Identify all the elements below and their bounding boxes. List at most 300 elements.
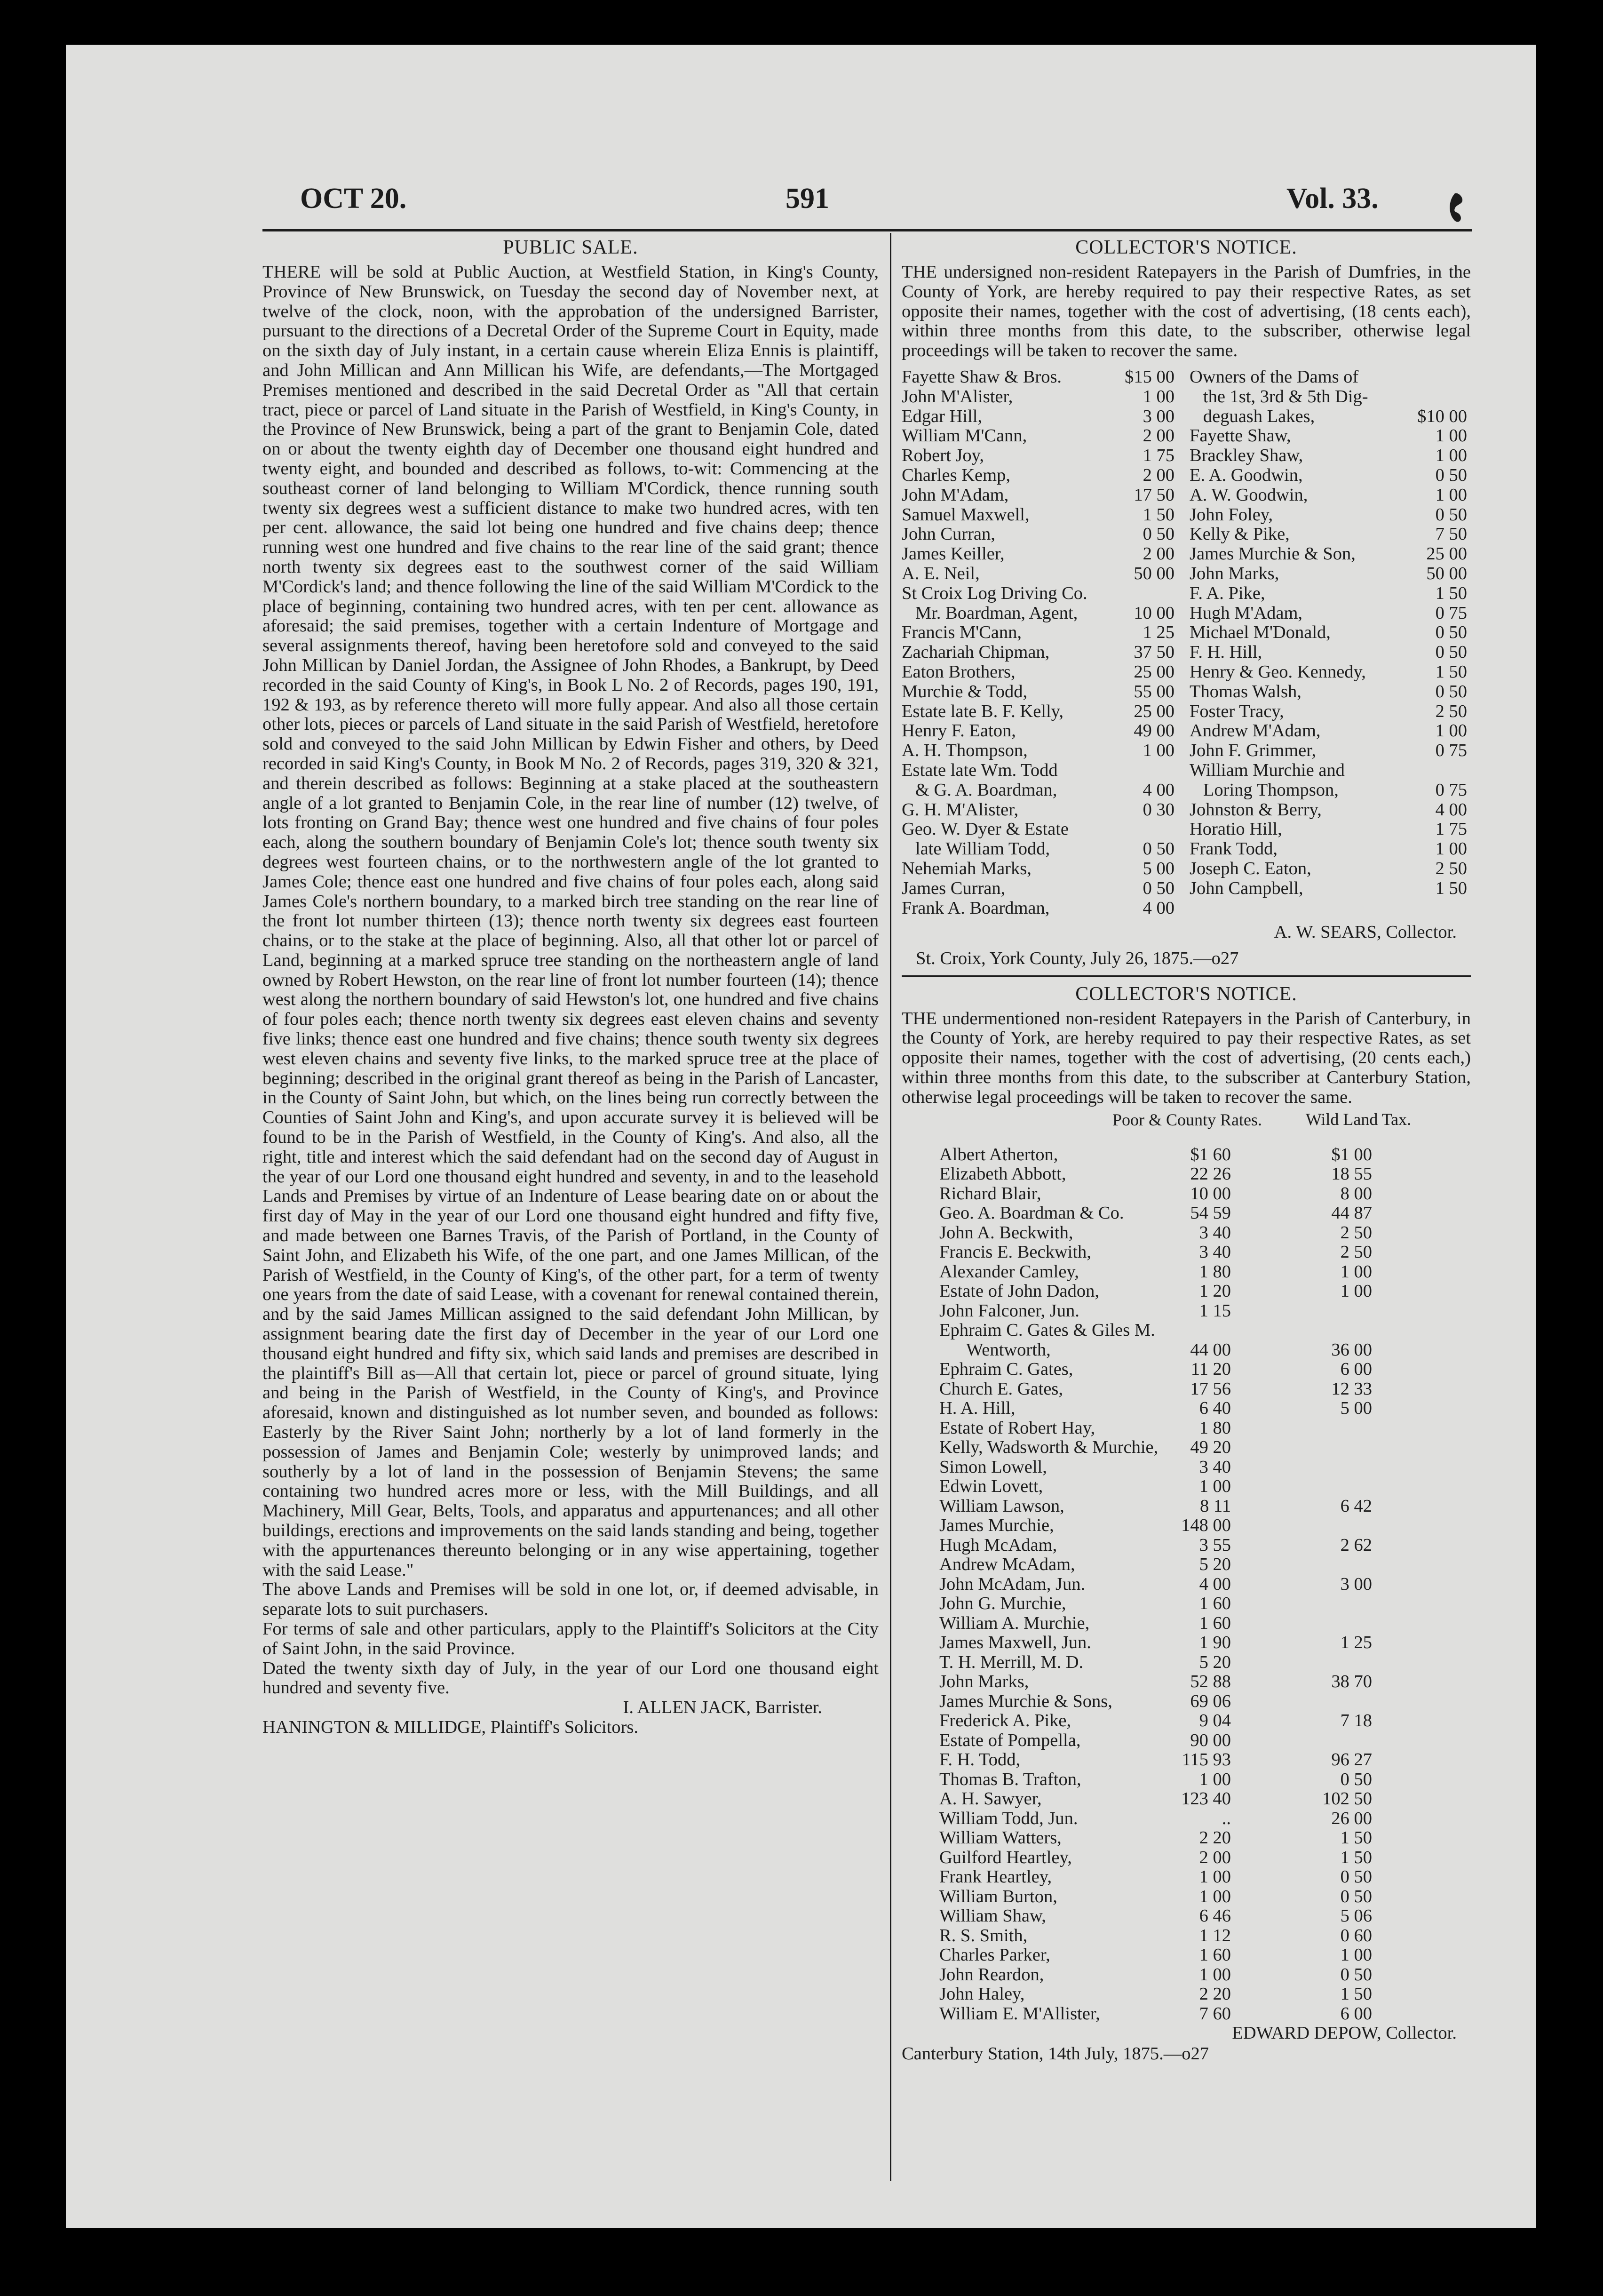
issue-date: OCT 20. — [300, 183, 407, 215]
ratepayer-name: William Watters, — [939, 1828, 1062, 1848]
table-row — [902, 1633, 1471, 1653]
ratepayer-name: Andrew M'Adam, — [1190, 721, 1321, 741]
table-row — [902, 1379, 1471, 1399]
ratepayer-name: Francis M'Cann, — [902, 622, 1022, 643]
ratepayer-name: A. W. Goodwin, — [1190, 485, 1308, 505]
list-item — [1190, 781, 1471, 800]
table-row — [902, 1887, 1471, 1907]
rate-amount: 0 50 — [1435, 622, 1467, 643]
list-item — [902, 426, 1179, 446]
ratepayer-name: James Murchie, — [939, 1515, 1054, 1536]
table-row — [902, 1262, 1471, 1282]
ratepayer-name: John Marks, — [939, 1672, 1029, 1692]
ratepayer-name: F. H. Hill, — [1190, 642, 1262, 662]
wild-land-tax: 18 55 — [1331, 1164, 1372, 1184]
ratepayer-name: Edwin Lovett, — [939, 1476, 1043, 1497]
ratepayer-name: Fayette Shaw, — [1190, 426, 1291, 446]
ratepayer-name: Andrew McAdam, — [939, 1555, 1075, 1575]
table-row — [902, 1945, 1471, 1965]
wild-land-tax: 1 50 — [1340, 1847, 1372, 1867]
rate-amount: 0 50 — [1435, 642, 1467, 662]
ratepayer-name: Owners of the Dams of — [1190, 367, 1359, 387]
rate-amount: 1 00 — [1435, 446, 1467, 466]
rate-amount: $15 00 — [1125, 367, 1174, 387]
ratepayer-name: William Todd, Jun. — [939, 1808, 1078, 1828]
table-row — [902, 1497, 1471, 1516]
rate-amount: 1 75 — [1143, 446, 1174, 466]
table-row — [902, 1906, 1471, 1926]
poor-county-rate: 1 12 — [1199, 1925, 1231, 1945]
list-item — [1190, 761, 1471, 781]
ratepayer-name: Hugh M'Adam, — [1190, 603, 1303, 623]
list-item — [1190, 387, 1471, 407]
list-item — [902, 407, 1179, 427]
table-row — [902, 1438, 1471, 1458]
list-item — [1190, 584, 1471, 604]
poor-county-rate: 8 11 — [1200, 1496, 1231, 1516]
poor-county-rate: 3 40 — [1199, 1457, 1231, 1477]
poor-county-rate: 44 00 — [1190, 1339, 1231, 1360]
wild-land-tax: 1 00 — [1340, 1261, 1372, 1282]
table-row — [902, 1985, 1471, 2004]
list-item — [1190, 604, 1471, 623]
ratepayer-name: R. S. Smith, — [939, 1925, 1028, 1945]
list-item — [1190, 407, 1471, 427]
wild-land-tax: 8 00 — [1340, 1183, 1372, 1204]
ratepayer-name: John F. Grimmer, — [1190, 741, 1317, 761]
list-item — [902, 544, 1179, 564]
list-item — [1190, 800, 1471, 820]
rate-amount: 0 50 — [1435, 681, 1467, 702]
collector-notice-2-intro: THE undermentioned non-resident Ratepayers in the Parish of Canterbury, in the County of York, are hereby required to pay their respective Rates, as set opposite their names, together with the cost of advertising, (20 cents each,) within three months from this date, to the subscriber at Canterbury Station, otherwise legal proceedings will be taken to recover the same. — [902, 1008, 1471, 1107]
list-item — [902, 367, 1179, 387]
list-item — [1190, 446, 1471, 466]
ratepayer-name: John M'Alister, — [902, 386, 1013, 407]
poor-county-rate: 123 40 — [1181, 1789, 1231, 1809]
ratepayer-name: Zachariah Chipman, — [902, 642, 1050, 662]
list-item — [1190, 741, 1471, 761]
table-row — [902, 1926, 1471, 1946]
wild-land-tax: 2 50 — [1340, 1222, 1372, 1243]
ratepayer-name: Charles Kemp, — [902, 465, 1010, 485]
table-row — [902, 1555, 1471, 1575]
poor-county-rate: 22 26 — [1190, 1164, 1231, 1184]
ratepayer-name: Geo. W. Dyer & Estate — [902, 819, 1069, 839]
wild-land-tax: 1 00 — [1340, 1281, 1372, 1301]
volume-number: Vol. 33. — [1286, 183, 1379, 215]
wild-land-tax: 2 62 — [1340, 1535, 1372, 1555]
rate-amount: 1 00 — [1435, 839, 1467, 859]
poor-county-rate: 4 00 — [1199, 1574, 1231, 1594]
list-item — [1190, 839, 1471, 859]
rate-amount: 1 50 — [1143, 504, 1174, 525]
poor-county-rate: 52 88 — [1190, 1672, 1231, 1692]
dumfries-list-left — [902, 367, 1179, 918]
table-row — [902, 1145, 1471, 1165]
ratepayer-name: Estate of John Dadon, — [939, 1281, 1100, 1301]
collector-1-signature: A. W. SEARS, Collector. — [1274, 922, 1457, 942]
ink-mark-icon — [1446, 191, 1465, 227]
rate-amount: 7 50 — [1435, 524, 1467, 544]
ratepayer-name: F. H. Todd, — [939, 1750, 1021, 1770]
poor-county-rate: 1 20 — [1199, 1281, 1231, 1301]
ratepayer-name: Estate late B. F. Kelly, — [902, 701, 1064, 721]
rate-amount: 0 50 — [1143, 524, 1174, 544]
list-item — [1190, 525, 1471, 544]
list-item — [1190, 859, 1471, 879]
notice-divider — [902, 975, 1471, 977]
ratepayer-name: T. H. Merrill, M. D. — [939, 1652, 1084, 1672]
ratepayer-name: Robert Joy, — [902, 446, 984, 466]
poor-county-rate: 1 15 — [1199, 1300, 1231, 1321]
collector-notice-1-title: COLLECTOR'S NOTICE. — [1075, 237, 1297, 258]
poor-county-rate: 148 00 — [1181, 1515, 1231, 1536]
ratepayer-name: John Foley, — [1190, 504, 1273, 525]
table-row — [902, 1164, 1471, 1184]
ratepayer-name: Frank Todd, — [1190, 839, 1278, 859]
wild-land-tax: 0 60 — [1340, 1925, 1372, 1945]
poor-county-rate: .. — [1222, 1808, 1231, 1828]
table-row — [902, 1711, 1471, 1731]
ratepayer-name: A. E. Neil, — [902, 563, 980, 583]
list-item — [1190, 544, 1471, 564]
poor-county-rate: 3 40 — [1199, 1242, 1231, 1262]
rate-amount: 1 00 — [1435, 426, 1467, 446]
table-row — [902, 1340, 1471, 1360]
rate-amount: 2 50 — [1435, 858, 1467, 878]
list-item — [902, 702, 1179, 722]
rate-amount: 4 00 — [1143, 898, 1174, 918]
poor-county-rate: 1 00 — [1199, 1769, 1231, 1789]
rate-amount: 0 75 — [1435, 603, 1467, 623]
rate-amount: 1 50 — [1435, 662, 1467, 682]
list-item — [902, 486, 1179, 505]
running-head — [66, 182, 1536, 220]
table-row — [902, 1809, 1471, 1829]
ratepayer-name: Brackley Shaw, — [1190, 446, 1303, 466]
rate-amount: 50 00 — [1426, 563, 1467, 583]
ratepayer-name: Frederick A. Pike, — [939, 1711, 1071, 1731]
wild-land-tax: 1 50 — [1340, 1828, 1372, 1848]
table-row — [902, 1770, 1471, 1790]
ratepayer-name: William M'Cann, — [902, 426, 1027, 446]
ratepayer-name: the 1st, 3rd & 5th Dig- — [1190, 386, 1368, 407]
poor-county-rate: 2 20 — [1199, 1984, 1231, 2004]
solicitors-line: HANINGTON & MILLIDGE, Plaintiff's Solicitors. — [262, 1717, 638, 1737]
ratepayer-name: John M'Adam, — [902, 485, 1009, 505]
poor-county-rate: 1 00 — [1199, 1964, 1231, 1985]
sale-paragraph: THERE will be sold at Public Auction, at Westfield Station, in King's County, Province of New Brunswick, on Tuesday the second day of November next, at twelve of the clock, noon, with the approbation of the undersigned Barrister, pursuant to the directions of a Decretal Order of the Supreme Court in Equity, made on the sixth day of July instant, in a certain cause wherein Eliza Ennis is plaintiff, and John Millican and Ann Millican his Wife, are defendants,—The Mortgaged Premises mentioned and described in the said Decretal Order as "All that certain tract, piece or parcel of Land situate in the Parish of Westfield, in King's County, in the Province of New Brunswick, being a part of the grant to Benjamin Cole, dated on or about the twenty eighth day of December one thousand eight hundred and twenty eight, and bounded and described as follows, to-wit: Commencing at the southeast corner of land belonging to William M'Cordick, thence running south twenty six degrees west a sufficient distance to make two hundred acres, with ten per cent. allowance, the said lot being one hundred and five chains deep; thence running west one hundred and five chains to the rear line of the said grant; thence north twenty six degrees east to the southwest corner of the said William M'Cordick's land; and thence following the line of the said William M'Cordick to the place of beginning, containing two hundred acres, with ten per cent. allowance as aforesaid; the said premises, together with a certain Indenture of Mortgage and several assignments thereof, having been heretofore sold and conveyed to the said John Millican by Daniel Jordan, the Assignee of John Rhodes, a Bankrupt, by Deed recorded in the said County of King's, in Book L No. 2 of Records, pages 190, 191, 192 & 193, as by reference thereto will more fully appear. And also all those certain other lots, pieces or parcels of Land situate in the said Parish of Westfield, heretofore sold and conveyed to the said John Millican by Edwin Fisher and others, by Deed recorded in said King's County, in Book M No. 2 of Records, pages 319, 320 & 321, and therein described as follows: Beginning at a stake placed at the southeastern angle of a lot granted to Benjamin Cole, in the rear line of number (12) twelve, of lots fronting on Grand Bay; thence west one hundred and five chains of four poles each, along the southern boundary of Benjamin Cole's lot; thence south twenty six degrees west fourteen chains, or to the northwestern angle of the lot granted to James Cole; thence east one hundred and five chains of four poles each, along said James Cole's northern boundary, to a marked birch tree standing on the rear line of the front lot number thirteen (13); thence north twenty six degrees east fourteen chains, or to the stake at the place of beginning. Also, all that other lot or parcel of Land, beginning at a marked spruce tree standing on the northeastern angle of land owned by Robert Hewston, on the rear line of front lot number fourteen (14); thence west along the northern boundary of said Hewston's lot, one hundred and five chains of four poles each; thence north twenty six degrees east eleven chains and seventy five links; thence east one hundred and five chains; thence south twenty six degrees west eleven chains and seventy five links, to the marked spruce tree at the place of beginning; described in the original grant thereof as being in the Parish of Lancaster, in the County of Saint John, but which, on the lines being run correctly between the Counties of Saint John and King's, and upon accurate survey it is believed will be found to be in the Parish of Westfield, in the County of King's. And also, all the right, title and interest which the said defendant had on the second day of August in the year of our Lord one thousand eight hundred and seventy, in and to the leasehold Lands and Premises by virtue of an Indenture of Lease bearing date on or about the first day of May in the year of our Lord one thousand eight hundred and fifty five, and made between one Barnes Travis, of the Parish of Portland, in the County of Saint John, and Elizabeth his Wife, of the one part, and one James Millican, of the Parish of Westfield, in the County of King's, of the other part, for a term of twenty one years from the date of said Lease, with a covenant for renewal contained therein, and by the said James Millican assigned to the said defendant John Millican, by assignment bearing date the first day of December in the year of our Lord one thousand eight hundred and fifty six, which said lands and premises are described in the plaintiff's Bill as—All that certain lot, piece or parcel of ground situate, lying and being in the Parish of Westfield, in the County of King's, and Province aforesaid, known and distinguished as lot number seven, and bounded as follows: Easterly by the River Saint John; northerly by a lot of land formerly in the possession of James and Benjamin Cole; westerly by unimproved lands; and southerly by a lot of land in the possession of Benjamin Stevens; the same containing two hundred acres more or less, with the Mill Buildings, and all Machinery, Mill Gear, Belts, Tools, and apparatus and appurtenances; and all other buildings, erections and improvements on the said lands standing and being, together with the appurtenances thereunto belonging or in any wise appertaining, together with the said Lease." — [262, 262, 879, 1580]
ratepayer-name: Mr. Boardman, Agent, — [902, 603, 1078, 623]
table-row — [902, 1223, 1471, 1243]
sale-paragraph: For terms of sale and other particulars, apply to the Plaintiff's Solicitors at the City of Saint John, in the said Province. — [262, 1618, 879, 1658]
ratepayer-name: William E. M'Allister, — [939, 2003, 1100, 2024]
ratepayer-name: Kelly, Wadsworth & Murchie, — [939, 1437, 1159, 1458]
ratepayer-name: Joseph C. Eaton, — [1190, 858, 1311, 878]
list-item — [1190, 486, 1471, 505]
collector-notices-column — [902, 235, 1471, 2064]
poor-county-rate: 3 40 — [1199, 1222, 1231, 1243]
table-row — [902, 1575, 1471, 1594]
ratepayer-name: Guilford Heartley, — [939, 1847, 1072, 1867]
list-item — [902, 446, 1179, 466]
list-item — [902, 721, 1179, 741]
wild-land-tax: 102 50 — [1322, 1789, 1372, 1809]
ratepayer-name: Murchie & Todd, — [902, 681, 1028, 702]
wild-land-tax: 5 00 — [1340, 1398, 1372, 1419]
poor-county-rate: 1 00 — [1199, 1867, 1231, 1887]
list-item — [1190, 426, 1471, 446]
wild-land-tax: 5 06 — [1340, 1906, 1372, 1926]
column-header-rates: Poor & County Rates. — [1112, 1110, 1262, 1129]
ratepayer-name: Ephraim C. Gates & Giles M. — [939, 1320, 1155, 1340]
wild-land-tax: 1 25 — [1340, 1633, 1372, 1653]
table-body — [902, 1145, 1471, 2024]
ratepayer-name: John Marks, — [1190, 563, 1279, 583]
list-item — [1190, 367, 1471, 387]
wild-land-tax: $1 00 — [1331, 1144, 1372, 1164]
list-item — [1190, 662, 1471, 682]
rate-amount: 25 00 — [1426, 544, 1467, 564]
rate-amount: 4 00 — [1435, 799, 1467, 820]
ratepayer-name: John G. Murchie, — [939, 1594, 1066, 1614]
ratepayer-name: Richard Blair, — [939, 1183, 1041, 1204]
wild-land-tax: 0 50 — [1340, 1964, 1372, 1985]
wild-land-tax: 6 00 — [1340, 2003, 1372, 2024]
rate-amount: 17 50 — [1134, 485, 1174, 505]
list-item — [902, 800, 1179, 820]
wild-land-tax: 12 33 — [1331, 1379, 1372, 1399]
rate-amount: 0 50 — [1435, 504, 1467, 525]
poor-county-rate: 17 56 — [1190, 1379, 1231, 1399]
table-row — [902, 1692, 1471, 1712]
poor-county-rate: 5 20 — [1199, 1555, 1231, 1575]
table-row — [902, 1653, 1471, 1673]
table-row — [902, 1282, 1471, 1301]
ratepayer-name: Alexander Camley, — [939, 1261, 1079, 1282]
list-item — [902, 643, 1179, 662]
list-item — [902, 623, 1179, 643]
ratepayer-name: Frank Heartley, — [939, 1867, 1052, 1887]
table-row — [902, 1731, 1471, 1751]
header-rule — [262, 229, 1472, 231]
list-item — [902, 839, 1179, 859]
poor-county-rate: 54 59 — [1190, 1203, 1231, 1223]
poor-county-rate: 2 00 — [1199, 1847, 1231, 1867]
poor-county-rate: 2 20 — [1199, 1828, 1231, 1848]
table-row — [902, 1867, 1471, 1887]
ratepayer-name: Edgar Hill, — [902, 406, 983, 426]
ratepayer-name: Wentworth, — [939, 1339, 1051, 1360]
column-rule — [890, 233, 891, 2181]
rate-amount: 3 00 — [1143, 406, 1174, 426]
ratepayer-name: Albert Atherton, — [939, 1144, 1058, 1164]
ratepayer-name: Estate of Pompella, — [939, 1730, 1081, 1750]
rate-amount: 4 00 — [1143, 780, 1174, 800]
list-item — [902, 879, 1179, 899]
rate-amount: $10 00 — [1417, 406, 1467, 426]
ratepayer-name: Johnston & Berry, — [1190, 799, 1322, 820]
ratepayer-name: William Lawson, — [939, 1496, 1064, 1516]
rate-amount: 2 00 — [1143, 465, 1174, 485]
wild-land-tax: 44 87 — [1331, 1203, 1372, 1223]
dumfries-rate-lists — [902, 367, 1471, 923]
list-item — [902, 466, 1179, 486]
rate-amount: 2 00 — [1143, 544, 1174, 564]
ratepayer-name: Charles Parker, — [939, 1945, 1050, 1965]
ratepayer-name: deguash Lakes, — [1190, 406, 1315, 426]
poor-county-rate: 1 90 — [1199, 1633, 1231, 1653]
ratepayer-name: F. A. Pike, — [1190, 583, 1265, 603]
list-item — [1190, 702, 1471, 722]
rate-amount: 1 50 — [1435, 583, 1467, 603]
ratepayer-name: E. A. Goodwin, — [1190, 465, 1303, 485]
public-sale-body — [262, 263, 879, 1738]
poor-county-rate: 90 00 — [1190, 1730, 1231, 1750]
poor-county-rate: 10 00 — [1190, 1183, 1231, 1204]
ratepayer-name: William Burton, — [939, 1886, 1057, 1906]
ratepayer-name: John Reardon, — [939, 1964, 1044, 1985]
ratepayer-name: Thomas B. Trafton, — [939, 1769, 1081, 1789]
rate-amount: 0 30 — [1143, 799, 1174, 820]
wild-land-tax: 26 00 — [1331, 1808, 1372, 1828]
table-header — [902, 1108, 1471, 1145]
ratepayer-name: Estate of Robert Hay, — [939, 1418, 1095, 1438]
wild-land-tax: 38 70 — [1331, 1672, 1372, 1692]
wild-land-tax: 6 00 — [1340, 1359, 1372, 1379]
table-row — [902, 1419, 1471, 1438]
ratepayer-name: Loring Thompson, — [1190, 780, 1339, 800]
ratepayer-name: John McAdam, Jun. — [939, 1574, 1086, 1594]
collector-2-dateline: Canterbury Station, 14th July, 1875.—o27 — [902, 2043, 1209, 2064]
ratepayer-name: James Keiller, — [902, 544, 1005, 564]
rate-amount: 25 00 — [1134, 701, 1174, 721]
wild-land-tax: 2 50 — [1340, 1242, 1372, 1262]
poor-county-rate: 1 80 — [1199, 1261, 1231, 1282]
ratepayer-name: Geo. A. Boardman & Co. — [939, 1203, 1124, 1223]
ratepayer-name: Frank A. Boardman, — [902, 898, 1050, 918]
table-row — [902, 1594, 1471, 1614]
rate-amount: 0 50 — [1143, 878, 1174, 898]
rate-amount: 5 00 — [1143, 858, 1174, 878]
list-item — [902, 820, 1179, 839]
ratepayer-name: Thomas Walsh, — [1190, 681, 1301, 702]
table-row — [902, 1184, 1471, 1204]
rate-amount: 2 00 — [1143, 426, 1174, 446]
table-row — [902, 1516, 1471, 1536]
rate-amount: 2 50 — [1435, 701, 1467, 721]
table-row — [902, 1243, 1471, 1262]
poor-county-rate: 3 55 — [1199, 1535, 1231, 1555]
poor-county-rate: 1 60 — [1199, 1594, 1231, 1614]
rate-amount: 0 50 — [1143, 839, 1174, 859]
sale-paragraph: The above Lands and Premises will be sold in one lot, or, if deemed advisable, in separate lots to suit purchasers. — [262, 1579, 879, 1619]
ratepayer-name: Michael M'Donald, — [1190, 622, 1331, 643]
ratepayer-name: Henry & Geo. Kennedy, — [1190, 662, 1366, 682]
list-item — [1190, 643, 1471, 662]
list-item — [902, 761, 1179, 781]
ratepayer-name: John Falconer, Jun. — [939, 1300, 1079, 1321]
ratepayer-name: Horatio Hill, — [1190, 819, 1282, 839]
table-row — [902, 1477, 1471, 1497]
page-number: 591 — [786, 183, 829, 215]
rate-amount: 1 25 — [1143, 622, 1174, 643]
rate-amount: 37 50 — [1134, 642, 1174, 662]
ratepayer-name: John Curran, — [902, 524, 995, 544]
wild-land-tax: 1 50 — [1340, 1984, 1372, 2004]
list-item — [902, 859, 1179, 879]
list-item — [902, 387, 1179, 407]
poor-county-rate: $1 60 — [1190, 1144, 1231, 1164]
list-item — [902, 781, 1179, 800]
list-item — [1190, 820, 1471, 839]
collector-2-signature: EDWARD DEPOW, Collector. — [1232, 2023, 1457, 2043]
rate-amount: 1 00 — [1435, 721, 1467, 741]
ratepayer-name: Church E. Gates, — [939, 1379, 1063, 1399]
table-row — [902, 1301, 1471, 1321]
rate-amount: 50 00 — [1134, 563, 1174, 583]
ratepayer-name: John A. Beckwith, — [939, 1222, 1073, 1243]
collector-notice-1-intro: THE undersigned non-resident Ratepayers in the Parish of Dumfries, in the County of York, are hereby required to pay their respective Rates, as set opposite their names, together with the cost of advertising, (18 cents each), within three months from this date, to the subscriber, otherwise legal proceedings will be taken to recover the same. — [902, 262, 1471, 361]
wild-land-tax: 3 00 — [1340, 1574, 1372, 1594]
rate-amount: 25 00 — [1134, 662, 1174, 682]
public-sale-column — [262, 235, 879, 1738]
poor-county-rate: 1 00 — [1199, 1886, 1231, 1906]
ratepayer-name: Samuel Maxwell, — [902, 504, 1030, 525]
rate-amount: 1 00 — [1143, 386, 1174, 407]
list-item — [902, 682, 1179, 702]
table-row — [902, 1399, 1471, 1419]
ratepayer-name: James Curran, — [902, 878, 1006, 898]
list-item — [902, 584, 1179, 604]
ratepayer-name: Foster Tracy, — [1190, 701, 1284, 721]
poor-county-rate: 6 46 — [1199, 1906, 1231, 1926]
rate-amount: 49 00 — [1134, 721, 1174, 741]
poor-county-rate: 115 93 — [1182, 1750, 1231, 1770]
ratepayer-name: William Shaw, — [939, 1906, 1046, 1926]
ratepayer-name: John Campbell, — [1190, 878, 1303, 898]
poor-county-rate: 69 06 — [1190, 1691, 1231, 1711]
ratepayer-name: & G. A. Boardman, — [902, 780, 1057, 800]
table-row — [902, 1965, 1471, 1985]
list-item — [902, 564, 1179, 584]
ratepayer-name: Simon Lowell, — [939, 1457, 1047, 1477]
gazette-page — [66, 45, 1536, 2228]
list-item — [1190, 623, 1471, 643]
rate-amount: 1 50 — [1435, 878, 1467, 898]
ratepayer-name: William A. Murchie, — [939, 1613, 1090, 1633]
public-sale-title: PUBLIC SALE. — [503, 237, 638, 258]
ratepayer-name: Estate late Wm. Todd — [902, 760, 1058, 780]
ratepayer-name: H. A. Hill, — [939, 1398, 1016, 1419]
rate-amount: 1 00 — [1435, 485, 1467, 505]
sale-paragraph: Dated the twenty sixth day of July, in the year of our Lord one thousand eight hundred and seventy five. — [262, 1658, 879, 1698]
list-item — [1190, 879, 1471, 899]
canterbury-rate-table — [902, 1108, 1471, 2024]
poor-county-rate: 49 20 — [1190, 1437, 1231, 1458]
collector-notice-2-title: COLLECTOR'S NOTICE. — [1075, 983, 1297, 1005]
list-item — [902, 525, 1179, 544]
list-item — [902, 899, 1179, 918]
ratepayer-name: G. H. M'Alister, — [902, 799, 1019, 820]
list-item — [902, 604, 1179, 623]
ratepayer-name: late William Todd, — [902, 839, 1050, 859]
wild-land-tax: 0 50 — [1340, 1867, 1372, 1887]
poor-county-rate: 5 20 — [1199, 1652, 1231, 1672]
wild-land-tax: 96 27 — [1331, 1750, 1372, 1770]
table-row — [902, 1458, 1471, 1477]
list-item — [1190, 466, 1471, 486]
